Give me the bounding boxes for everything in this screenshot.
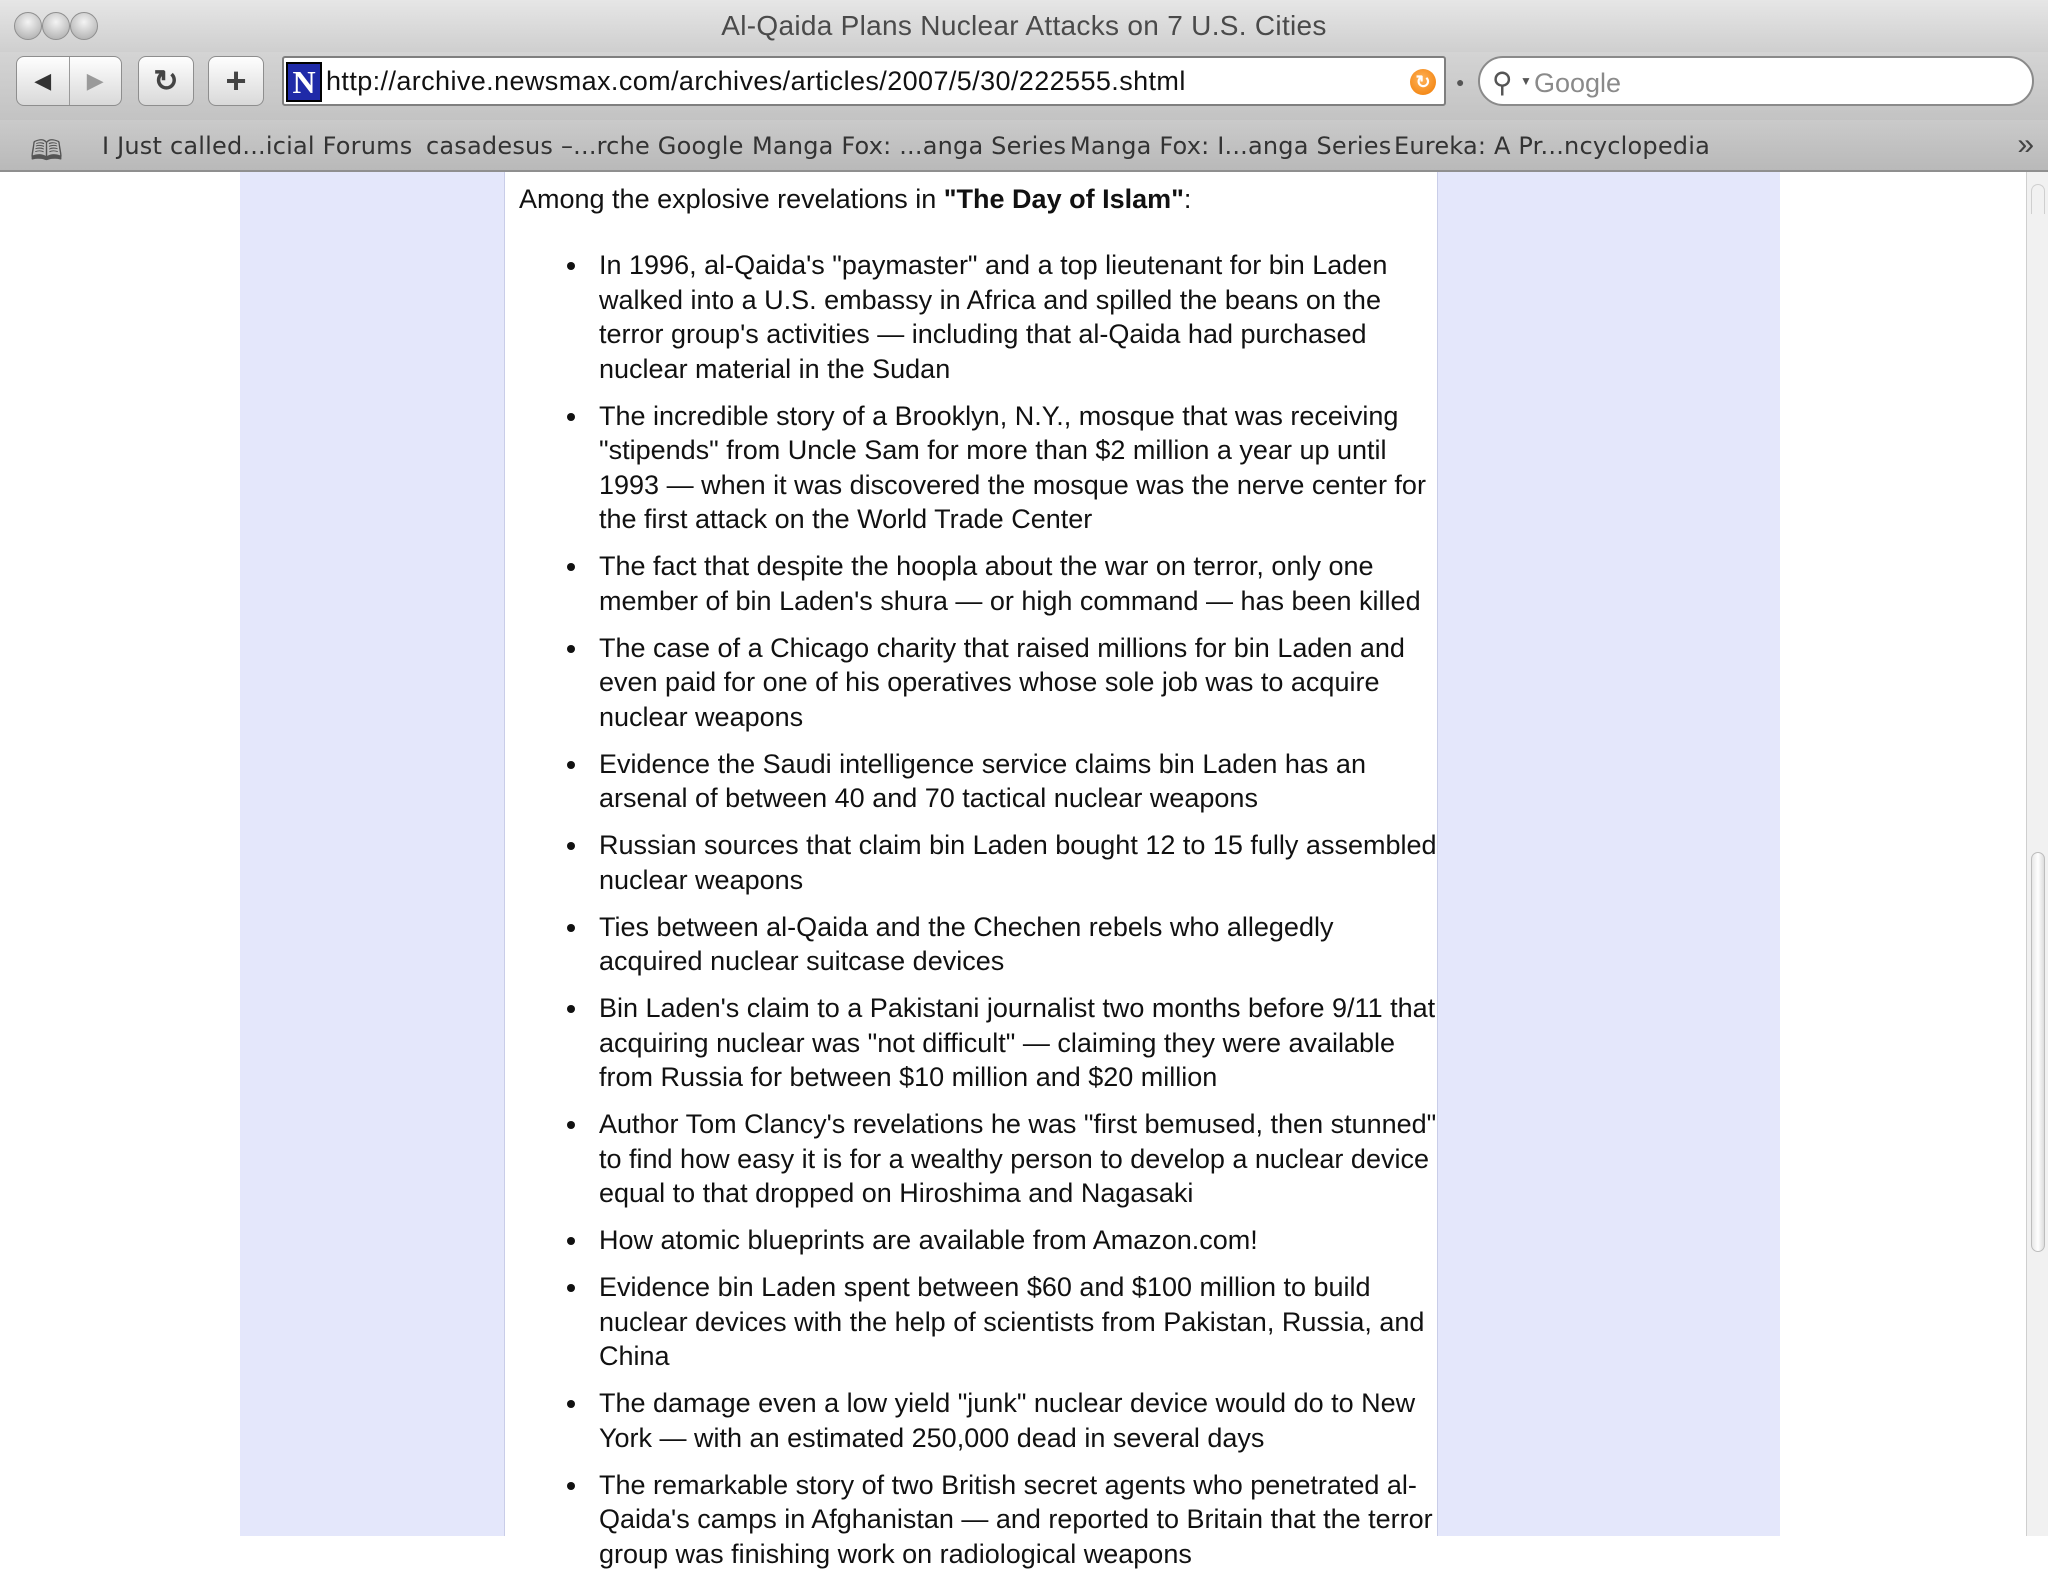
list-item: The case of a Chicago charity that raised millions for bin Laden and even paid for one of his operatives whose sole job was to acquire nuclear weapons	[599, 631, 1439, 735]
search-placeholder: Google	[1534, 68, 1622, 98]
bookmark-item[interactable]: I Just called...icial Forums	[102, 132, 413, 160]
reload-button[interactable]	[138, 56, 194, 106]
url-text[interactable]: http://archive.newsmax.com/archives/articles/2007/5/30/222555.shtml	[326, 66, 1186, 96]
article-body	[504, 172, 1438, 1569]
list-item: Evidence bin Laden spent between $60 and $100 million to build nuclear devices with the help of scientists from Pakistan, Russia, and China	[599, 1270, 1439, 1374]
list-item: Author Tom Clancy's revelations he was "first bemused, then stunned" to find how easy it is for a wealthy person to develop a nuclear device equal to that dropped on Hiroshima and Nagasaki	[599, 1107, 1439, 1211]
add-bookmark-button[interactable]	[208, 56, 264, 106]
intro-prefix: Among the explosive revelations in	[519, 184, 944, 214]
more-bookmarks-chevron-icon[interactable]: »	[2017, 128, 2034, 161]
scrollbar-track-cap	[2031, 184, 2045, 214]
toolbar-resize-handle-icon[interactable]: ●	[1456, 74, 1465, 90]
vertical-scrollbar[interactable]	[2026, 172, 2048, 1536]
plus-icon: +	[225, 60, 247, 101]
forward-arrow-icon: ▶	[86, 68, 104, 93]
list-item: How atomic blueprints are available from Amazon.com!	[599, 1223, 1439, 1258]
bookmark-item[interactable]: Manga Fox: ...anga Series	[752, 132, 1067, 160]
reload-icon: ↻	[153, 64, 179, 98]
bookmarks-bar	[0, 120, 2048, 172]
bookmark-item[interactable]: Eureka: A Pr...ncyclopedia	[1394, 132, 1710, 160]
open-book-icon[interactable]: 🕮	[30, 135, 64, 166]
list-item: The damage even a low yield "junk" nuclear device would do to New York — with an estimated 250,000 dead in several days	[599, 1386, 1439, 1455]
address-bar[interactable]	[282, 56, 1446, 106]
list-item: Ties between al-Qaida and the Chechen rebels who allegedly acquired nuclear suitcase devices	[599, 910, 1439, 979]
revelations-list	[505, 248, 1439, 1584]
chevron-down-icon[interactable]: ▼	[1520, 74, 1532, 88]
right-page-margin	[1438, 172, 1780, 1536]
back-forward-buttons	[16, 56, 122, 106]
window-title: Al-Qaida Plans Nuclear Attacks on 7 U.S. Cities	[721, 10, 1327, 41]
bookmark-item[interactable]: Manga Fox: I...anga Series	[1070, 132, 1392, 160]
scrollbar-thumb[interactable]	[2031, 852, 2045, 1252]
intro-sentence	[519, 184, 1191, 215]
list-item: Bin Laden's claim to a Pakistani journalist two months before 9/11 that acquiring nuclear was "not difficult" — claiming they were available from Russia for between $10 million and $20 million	[599, 991, 1439, 1095]
snapback-icon[interactable]: ↻	[1410, 69, 1436, 95]
book-title: "The Day of Islam"	[943, 184, 1184, 214]
list-item: Evidence the Saudi intelligence service claims bin Laden has an arsenal of between 40 and 70 tactical nuclear weapons	[599, 747, 1439, 816]
forward-button[interactable]	[70, 57, 122, 105]
back-arrow-icon: ◀	[34, 68, 52, 93]
intro-suffix: :	[1183, 184, 1192, 214]
left-page-margin	[240, 172, 504, 1536]
page-viewport	[0, 172, 2026, 1569]
search-field[interactable]	[1478, 56, 2034, 106]
bookmark-item[interactable]: casadesus –...rche Google	[426, 132, 744, 160]
browser-toolbar	[0, 52, 2048, 120]
list-item: Russian sources that claim bin Laden bought 12 to 15 fully assembled nuclear weapons	[599, 828, 1439, 897]
back-button[interactable]	[17, 57, 70, 105]
list-item: The fact that despite the hoopla about the war on terror, only one member of bin Laden's shura — or high command — has been killed	[599, 549, 1439, 618]
list-item: The remarkable story of two British secret agents who penetrated al-Qaida's camps in Afghanistan — and reported to Britain that the terror group was finishing work on radiological weapons	[599, 1468, 1439, 1572]
list-item: The incredible story of a Brooklyn, N.Y., mosque that was receiving "stipends" from Uncle Sam for more than $2 million a year up until 1993 — when it was discovered the mosque was the nerve center for the first attack on the World Trade Center	[599, 399, 1439, 537]
title-bar	[0, 0, 2048, 52]
search-icon[interactable]: ⚲	[1492, 67, 1513, 98]
site-favicon-icon: N	[288, 64, 320, 100]
list-item: In 1996, al-Qaida's "paymaster" and a top lieutenant for bin Laden walked into a U.S. embassy in Africa and spilled the beans on the terror group's activities — including that al-Qaida had purchased nuclear material in the Sudan	[599, 248, 1439, 386]
